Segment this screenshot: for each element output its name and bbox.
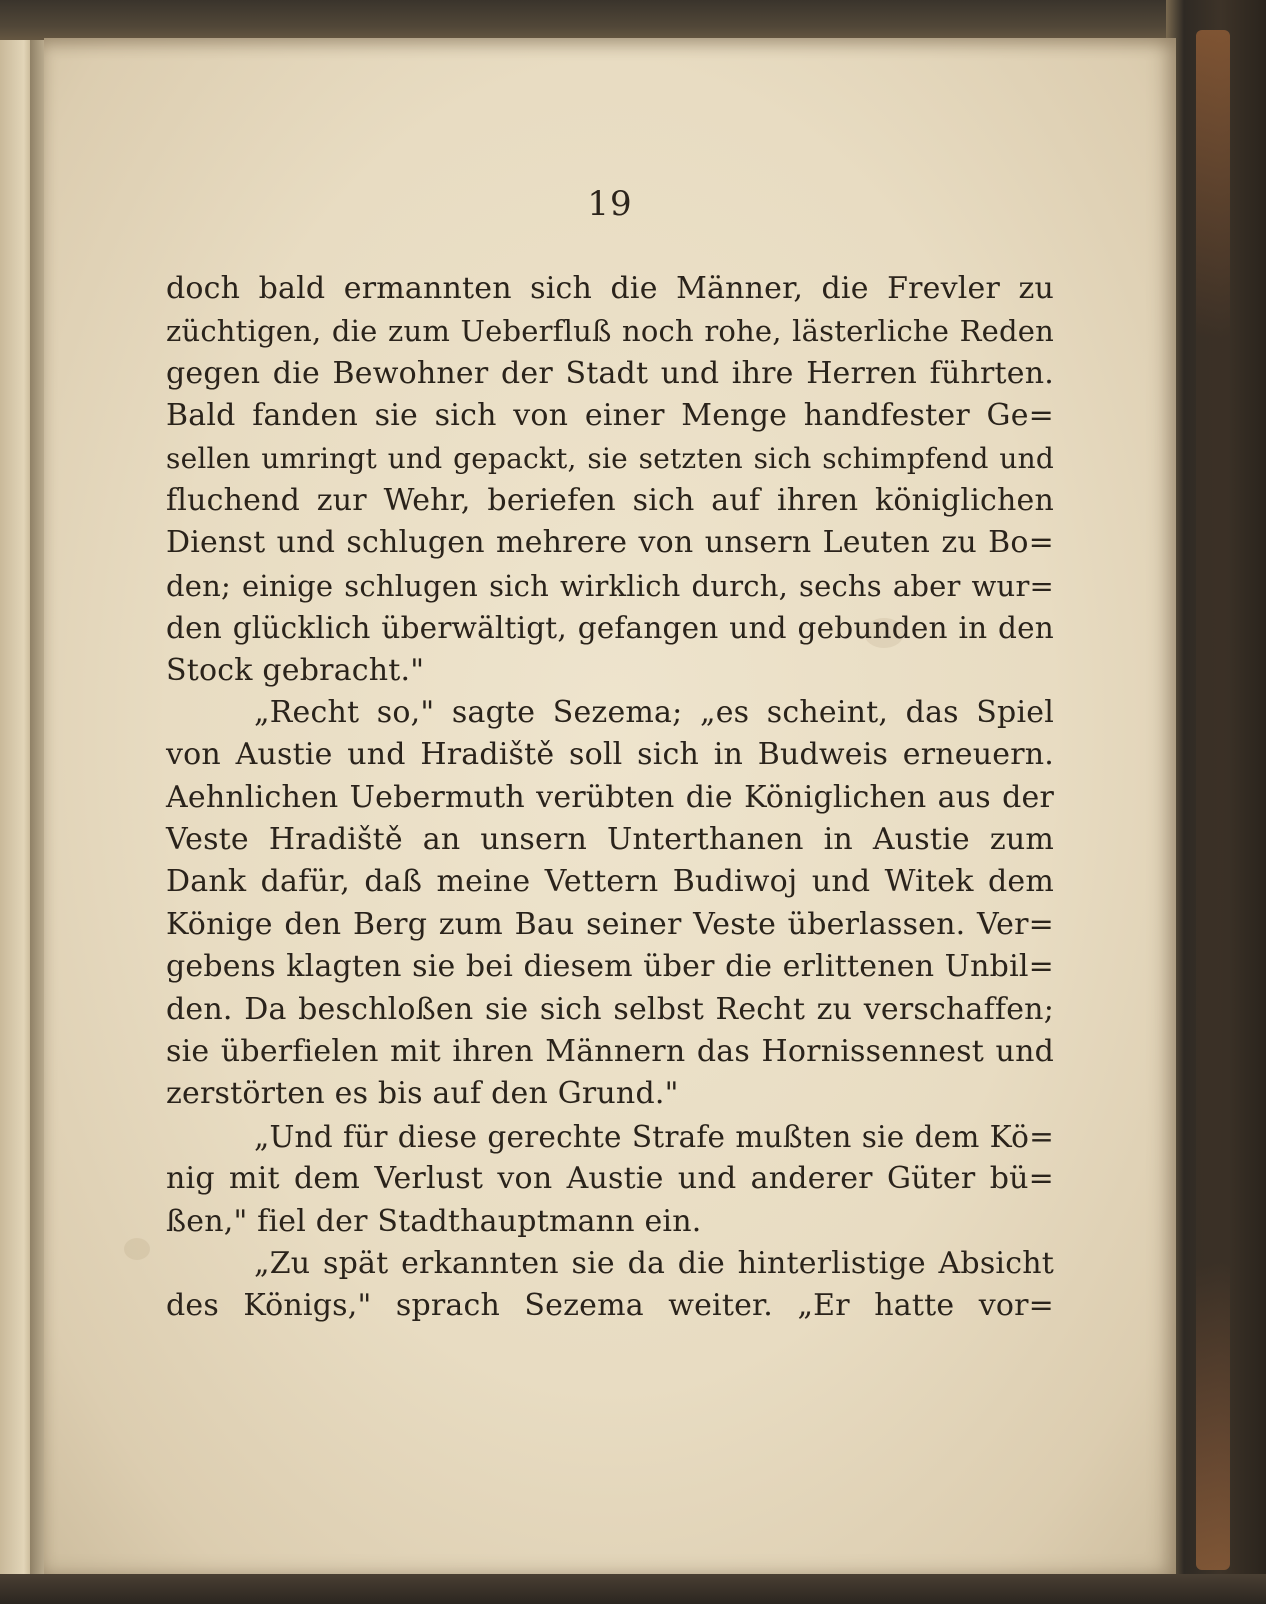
text-line: Dank dafür, daß meine Vettern Budiwoj und Witek dem bbox=[166, 864, 1054, 900]
text-line: Bald fanden sie sich von einer Menge handfester Ge= bbox=[166, 398, 1054, 434]
page-number: 19 bbox=[587, 184, 633, 224]
text-line: Dienst und schlugen mehrere von unsern Leuten zu Bo= bbox=[166, 525, 1054, 561]
text-line: Könige den Berg zum Bau seiner Veste überlassen. Ver= bbox=[166, 906, 1054, 942]
text-line: den glücklich überwältigt, gefangen und gebunden in den bbox=[166, 611, 1054, 646]
text-line: fluchend zur Wehr, beriefen sich auf ihren königlichen bbox=[166, 482, 1054, 518]
book-page bbox=[44, 38, 1176, 1574]
text-line: Veste Hradiště an unsern Unterthanen in Austie zum bbox=[166, 822, 1054, 858]
text-line: nig mit dem Verlust von Austie und anderer Güter bü= bbox=[166, 1161, 1054, 1197]
paper-stain bbox=[124, 1238, 150, 1260]
text-line: zerstörten es bis auf den Grund." bbox=[166, 1076, 679, 1112]
text-line: züchtigen, die zum Ueberfluß noch rohe, lästerliche Reden bbox=[166, 314, 1054, 349]
book-cover-bottom bbox=[0, 1574, 1266, 1604]
text-line: „Und für diese gerechte Strafe mußten sie dem Kö= bbox=[254, 1119, 1054, 1154]
text-line: gegen die Bewohner der Stadt und ihre Herren führten. bbox=[166, 355, 1054, 391]
text-line: des Königs," sprach Sezema weiter. „Er hatte vor= bbox=[166, 1288, 1054, 1324]
text-line: „Zu spät erkannten sie da die hinterlistige Absicht bbox=[254, 1245, 1054, 1281]
text-line: von Austie und Hradiště soll sich in Budweis erneuern. bbox=[166, 737, 1054, 773]
previous-page-edge bbox=[0, 40, 34, 1580]
text-line: Aehnlichen Uebermuth verübten die Königlichen aus der bbox=[166, 779, 1054, 815]
text-line: sellen umringt und gepackt, sie setzten sich schimpfend und bbox=[166, 441, 1054, 475]
text-line: gebens klagten sie bei diesem über die erlittenen Unbil= bbox=[166, 949, 1054, 985]
text-line: den. Da beschloßen sie sich selbst Recht zu verschaffen; bbox=[166, 991, 1054, 1027]
book-spine-edge bbox=[1196, 30, 1230, 1570]
body-text bbox=[166, 268, 1054, 1328]
text-line: ßen," fiel der Stadthauptmann ein. bbox=[166, 1203, 702, 1239]
text-line: „Recht so," sagte Sezema; „es scheint, das Spiel bbox=[254, 694, 1054, 730]
text-line: sie überfielen mit ihren Männern das Hornissennest und bbox=[166, 1034, 1054, 1070]
text-line: doch bald ermannten sich die Männer, die Frevler zu bbox=[166, 271, 1054, 306]
text-line: den; einige schlugen sich wirklich durch, sechs aber wur= bbox=[166, 568, 1054, 603]
text-line: Stock gebracht." bbox=[166, 652, 425, 688]
